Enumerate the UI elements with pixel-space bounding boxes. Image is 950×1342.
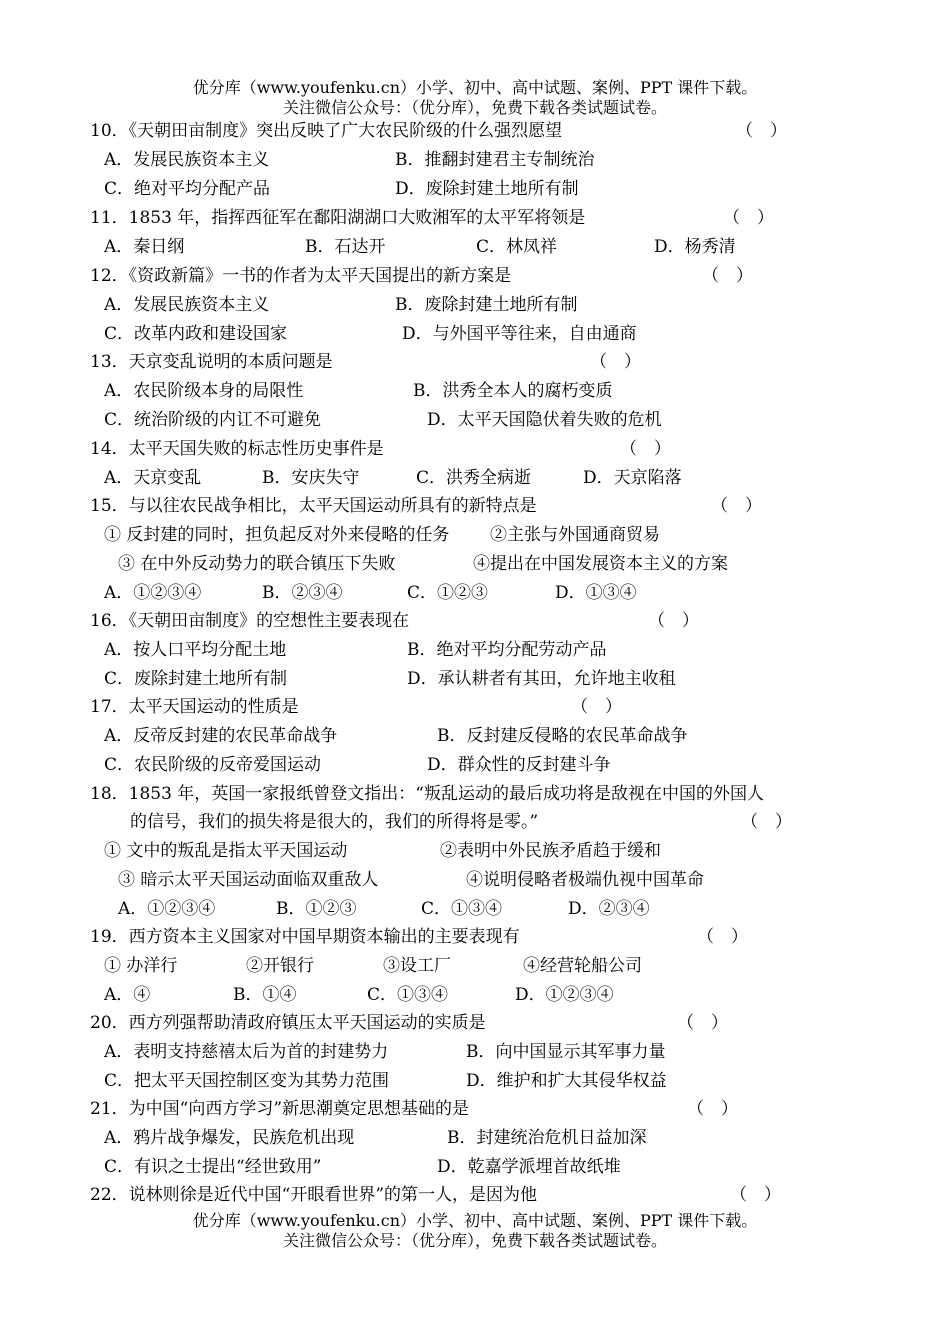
answer-paren: （ ） bbox=[723, 208, 774, 228]
option: B．封建统治危机日益加深 bbox=[447, 1128, 647, 1148]
option: A．①②③④ bbox=[118, 899, 216, 919]
option: D．杨秀清 bbox=[654, 237, 736, 257]
option: D．群众性的反封建斗争 bbox=[427, 755, 611, 775]
statement-item: ②表明中外民族矛盾趋于缓和 bbox=[440, 841, 661, 861]
answer-paren: （ ） bbox=[702, 266, 753, 286]
option: A．鸦片战争爆发，民族危机出现 bbox=[104, 1128, 355, 1148]
option: B．安庆失守 bbox=[262, 468, 360, 488]
question-stem: 19．西方资本主义国家对中国早期资本输出的主要表现有 bbox=[90, 927, 520, 947]
option: C．有识之士提出“经世致用” bbox=[104, 1157, 322, 1177]
question-stem: 11．1853 年，指挥西征军在鄱阳湖湖口大败湘军的太平军将领是 bbox=[90, 208, 586, 228]
header-line-1: 优分库（www.youfenku.cn）小学、初中、高中试题、案例、PPT 课件下载。 bbox=[192, 78, 758, 97]
option: D．与外国平等往来，自由通商 bbox=[402, 324, 637, 344]
question-stem: 21．为中国“向西方学习”新思潮奠定思想基础的是 bbox=[90, 1099, 470, 1119]
option: D．维护和扩大其侵华权益 bbox=[466, 1071, 667, 1091]
option: D．①③④ bbox=[555, 583, 637, 603]
header-line-2: 关注微信公众号：（优分库），免费下载各类试题试卷。 bbox=[282, 98, 667, 117]
question-stem: 14．太平天国失败的标志性历史事件是 bbox=[90, 439, 384, 459]
option: A．反帝反封建的农民革命战争 bbox=[104, 726, 338, 746]
footer-line-1: 优分库（www.youfenku.cn）小学、初中、高中试题、案例、PPT 课件下载。 bbox=[192, 1211, 758, 1230]
answer-paren: （ ） bbox=[648, 611, 699, 631]
statement-item: ④提出在中国发展资本主义的方案 bbox=[473, 554, 728, 574]
statement-item: ②开银行 bbox=[246, 956, 314, 976]
question-stem: 12．《资政新篇》一书的作者为太平天国提出的新方案是 bbox=[90, 266, 512, 286]
statement-item: ④说明侵略者极端仇视中国革命 bbox=[466, 870, 704, 890]
statement-item: ②主张与外国通商贸易 bbox=[490, 525, 660, 545]
option: B．①②③ bbox=[276, 899, 357, 919]
option: C．①②③ bbox=[407, 583, 489, 603]
option: C．①③④ bbox=[367, 985, 449, 1005]
option: C．洪秀全病逝 bbox=[416, 468, 532, 488]
option: D．天京陷落 bbox=[583, 468, 682, 488]
footer-line-2: 关注微信公众号：（优分库），免费下载各类试题试卷。 bbox=[282, 1231, 667, 1250]
option: C．改革内政和建设国家 bbox=[104, 324, 288, 344]
question-stem: 22．说林则徐是近代中国“开眼看世界”的第一人，是因为他 bbox=[90, 1185, 538, 1205]
answer-paren: （ ） bbox=[687, 1099, 738, 1119]
option: D．太平天国隐伏着失败的危机 bbox=[427, 410, 662, 430]
option: B．反封建反侵略的农民革命战争 bbox=[437, 726, 688, 746]
option: D．乾嘉学派埋首故纸堆 bbox=[437, 1157, 621, 1177]
answer-paren: （ ） bbox=[697, 927, 748, 947]
statement-item: ④经营轮船公司 bbox=[523, 956, 642, 976]
answer-paren: （ ） bbox=[736, 121, 787, 141]
option: A．表明支持慈禧太后为首的封建势力 bbox=[104, 1042, 389, 1062]
option: C．①③④ bbox=[421, 899, 503, 919]
answer-paren: （ ） bbox=[571, 697, 622, 717]
option: A．发展民族资本主义 bbox=[104, 150, 270, 170]
option: A．天京变乱 bbox=[104, 468, 202, 488]
option: A．农民阶级本身的局限性 bbox=[104, 381, 304, 401]
answer-paren: （ ） bbox=[741, 812, 792, 832]
question-stem: 16．《天朝田亩制度》的空想性主要表现在 bbox=[90, 611, 410, 631]
option: C．绝对平均分配产品 bbox=[104, 179, 271, 199]
option: B．①④ bbox=[233, 985, 297, 1005]
statement-item: ① 文中的叛乱是指太平天国运动 bbox=[104, 841, 348, 861]
answer-paren: （ ） bbox=[620, 439, 671, 459]
question-stem: 18．1853 年，英国一家报纸曾登文指出：“叛乱运动的最后成功将是敌视在中国的外国人 bbox=[90, 784, 764, 804]
option: D．承认耕者有其田，允许地主收租 bbox=[407, 669, 676, 689]
question-stem: 20．西方列强帮助清政府镇压太平天国运动的实质是 bbox=[90, 1013, 486, 1033]
option: B．洪秀全本人的腐朽变质 bbox=[413, 381, 613, 401]
statement-item: ① 反封建的同时，担负起反对外来侵略的任务 bbox=[104, 525, 450, 545]
option: A．按人口平均分配土地 bbox=[104, 640, 287, 660]
statement-item: ① 办洋行 bbox=[104, 956, 178, 976]
statement-item: ③ 暗示太平天国运动面临双重敌人 bbox=[118, 870, 379, 890]
option: B．推翻封建君主专制统治 bbox=[395, 150, 595, 170]
answer-paren: （ ） bbox=[677, 1013, 728, 1033]
option: D．②③④ bbox=[568, 899, 650, 919]
option: B．绝对平均分配劳动产品 bbox=[407, 640, 607, 660]
option: D．废除封建土地所有制 bbox=[395, 179, 579, 199]
question-stem: 10．《天朝田亩制度》突出反映了广大农民阶级的什么强烈愿望 bbox=[90, 121, 563, 141]
option: C．林凤祥 bbox=[476, 237, 558, 257]
answer-paren: （ ） bbox=[590, 352, 641, 372]
option: A．①②③④ bbox=[104, 583, 202, 603]
statement-item: ③ 在中外反动势力的联合镇压下失败 bbox=[118, 554, 396, 574]
option: D．①②③④ bbox=[515, 985, 614, 1005]
answer-paren: （ ） bbox=[730, 1185, 781, 1205]
option: C．农民阶级的反帝爱国运动 bbox=[104, 755, 322, 775]
answer-paren: （ ） bbox=[711, 496, 762, 516]
option: B．②③④ bbox=[262, 583, 343, 603]
option: A．④ bbox=[104, 985, 151, 1005]
statement-item: ③设工厂 bbox=[383, 956, 451, 976]
option: C．废除封建土地所有制 bbox=[104, 669, 288, 689]
option: C．把太平天国控制区变为其势力范围 bbox=[104, 1071, 390, 1091]
question-stem: 17．太平天国运动的性质是 bbox=[90, 697, 299, 717]
option: B．石达开 bbox=[305, 237, 386, 257]
option: A．秦日纲 bbox=[104, 237, 185, 257]
question-stem: 15．与以往农民战争相比，太平天国运动所具有的新特点是 bbox=[90, 496, 537, 516]
option: B．向中国显示其军事力量 bbox=[466, 1042, 666, 1062]
question-stem-continued: 的信号，我们的损失将是很大的，我们的所得将是零。” bbox=[130, 812, 539, 832]
question-stem: 13．天京变乱说明的本质问题是 bbox=[90, 352, 333, 372]
option: B．废除封建土地所有制 bbox=[395, 295, 578, 315]
option: C．统治阶级的内讧不可避免 bbox=[104, 410, 322, 430]
option: A．发展民族资本主义 bbox=[104, 295, 270, 315]
